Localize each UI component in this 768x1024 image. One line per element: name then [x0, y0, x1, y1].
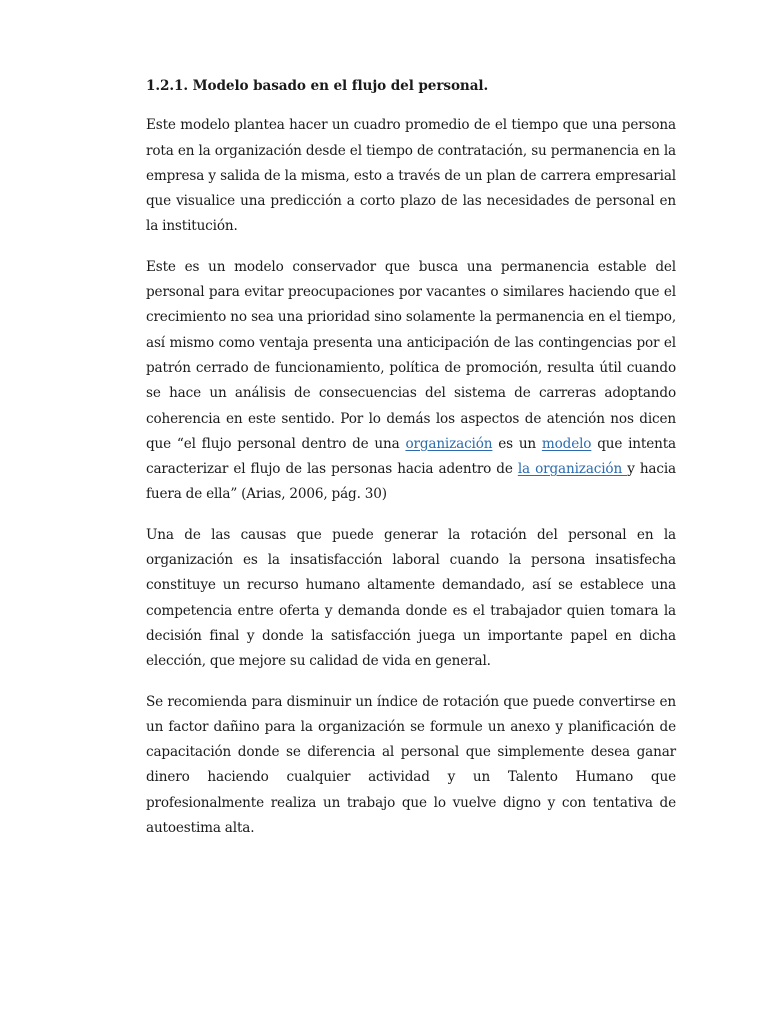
section-heading: 1.2.1. Modelo basado en el flujo del personal. — [146, 78, 489, 94]
link-la-organizacion[interactable]: la organización — [517, 461, 628, 478]
paragraph-2-text-3: que intenta caracterizar el flujo de las personas hacia adentro de — [146, 435, 676, 478]
paragraph-3: Una de las causas que puede generar la rotación del personal en la organización es la insatisfacción laboral cuando la persona insatisfecha constituye un recurso humano altamente demandado, así se establece una competencia entre oferta y demanda donde es el trabajador quien tomara la decisión final y donde la satisfacción juega un importante papel en dicha elección, que mejore su calidad de vida en general. — [146, 526, 676, 670]
paragraph-2-text-4: y hacia fuera de ella” (Arias, 2006, pág. 30) — [146, 461, 676, 503]
paragraph-2 — [146, 255, 676, 508]
paragraph-2-text-2: es un — [492, 435, 542, 452]
paragraph-4: Se recomienda para disminuir un índice de rotación que puede convertirse en un factor dañino para la organización se formule un anexo y planificación de capacitación donde se diferencia al personal que simplemente desea ganar dinero haciendo cualquier actividad y un Talento Humano que profesionalmente realiza un trabajo que lo vuelve digno y con tentativa de autoestima alta. — [146, 693, 676, 837]
document-page — [146, 74, 676, 856]
paragraph-1: Este modelo plantea hacer un cuadro promedio de el tiempo que una persona rota en la organización desde el tiempo de contratación, su permanencia en la empresa y salida de la misma, esto a través de un plan de carrera empresarial que visualice una predicción a corto plazo de las necesidades de personal en la institución. — [146, 117, 676, 235]
paragraph-2-text-1: Este es un modelo conservador que busca una permanencia estable del personal para evitar preocupaciones por vacantes o similares haciendo que el crecimiento no sea una prioridad sino solamente la permanencia en el tiempo, así mismo como ventaja presenta una anticipación de las contingencias por el patrón cerrado de funcionamiento, política de promoción, resulta útil cuando se hace un análisis de consecuencias del sistema de carreras adoptando coherencia en este sentido. Por lo demás los aspectos de atención nos dicen que “el flujo personal dentro de una — [146, 258, 676, 452]
link-modelo[interactable]: modelo — [541, 435, 592, 452]
link-organizacion[interactable]: organización — [405, 435, 493, 452]
